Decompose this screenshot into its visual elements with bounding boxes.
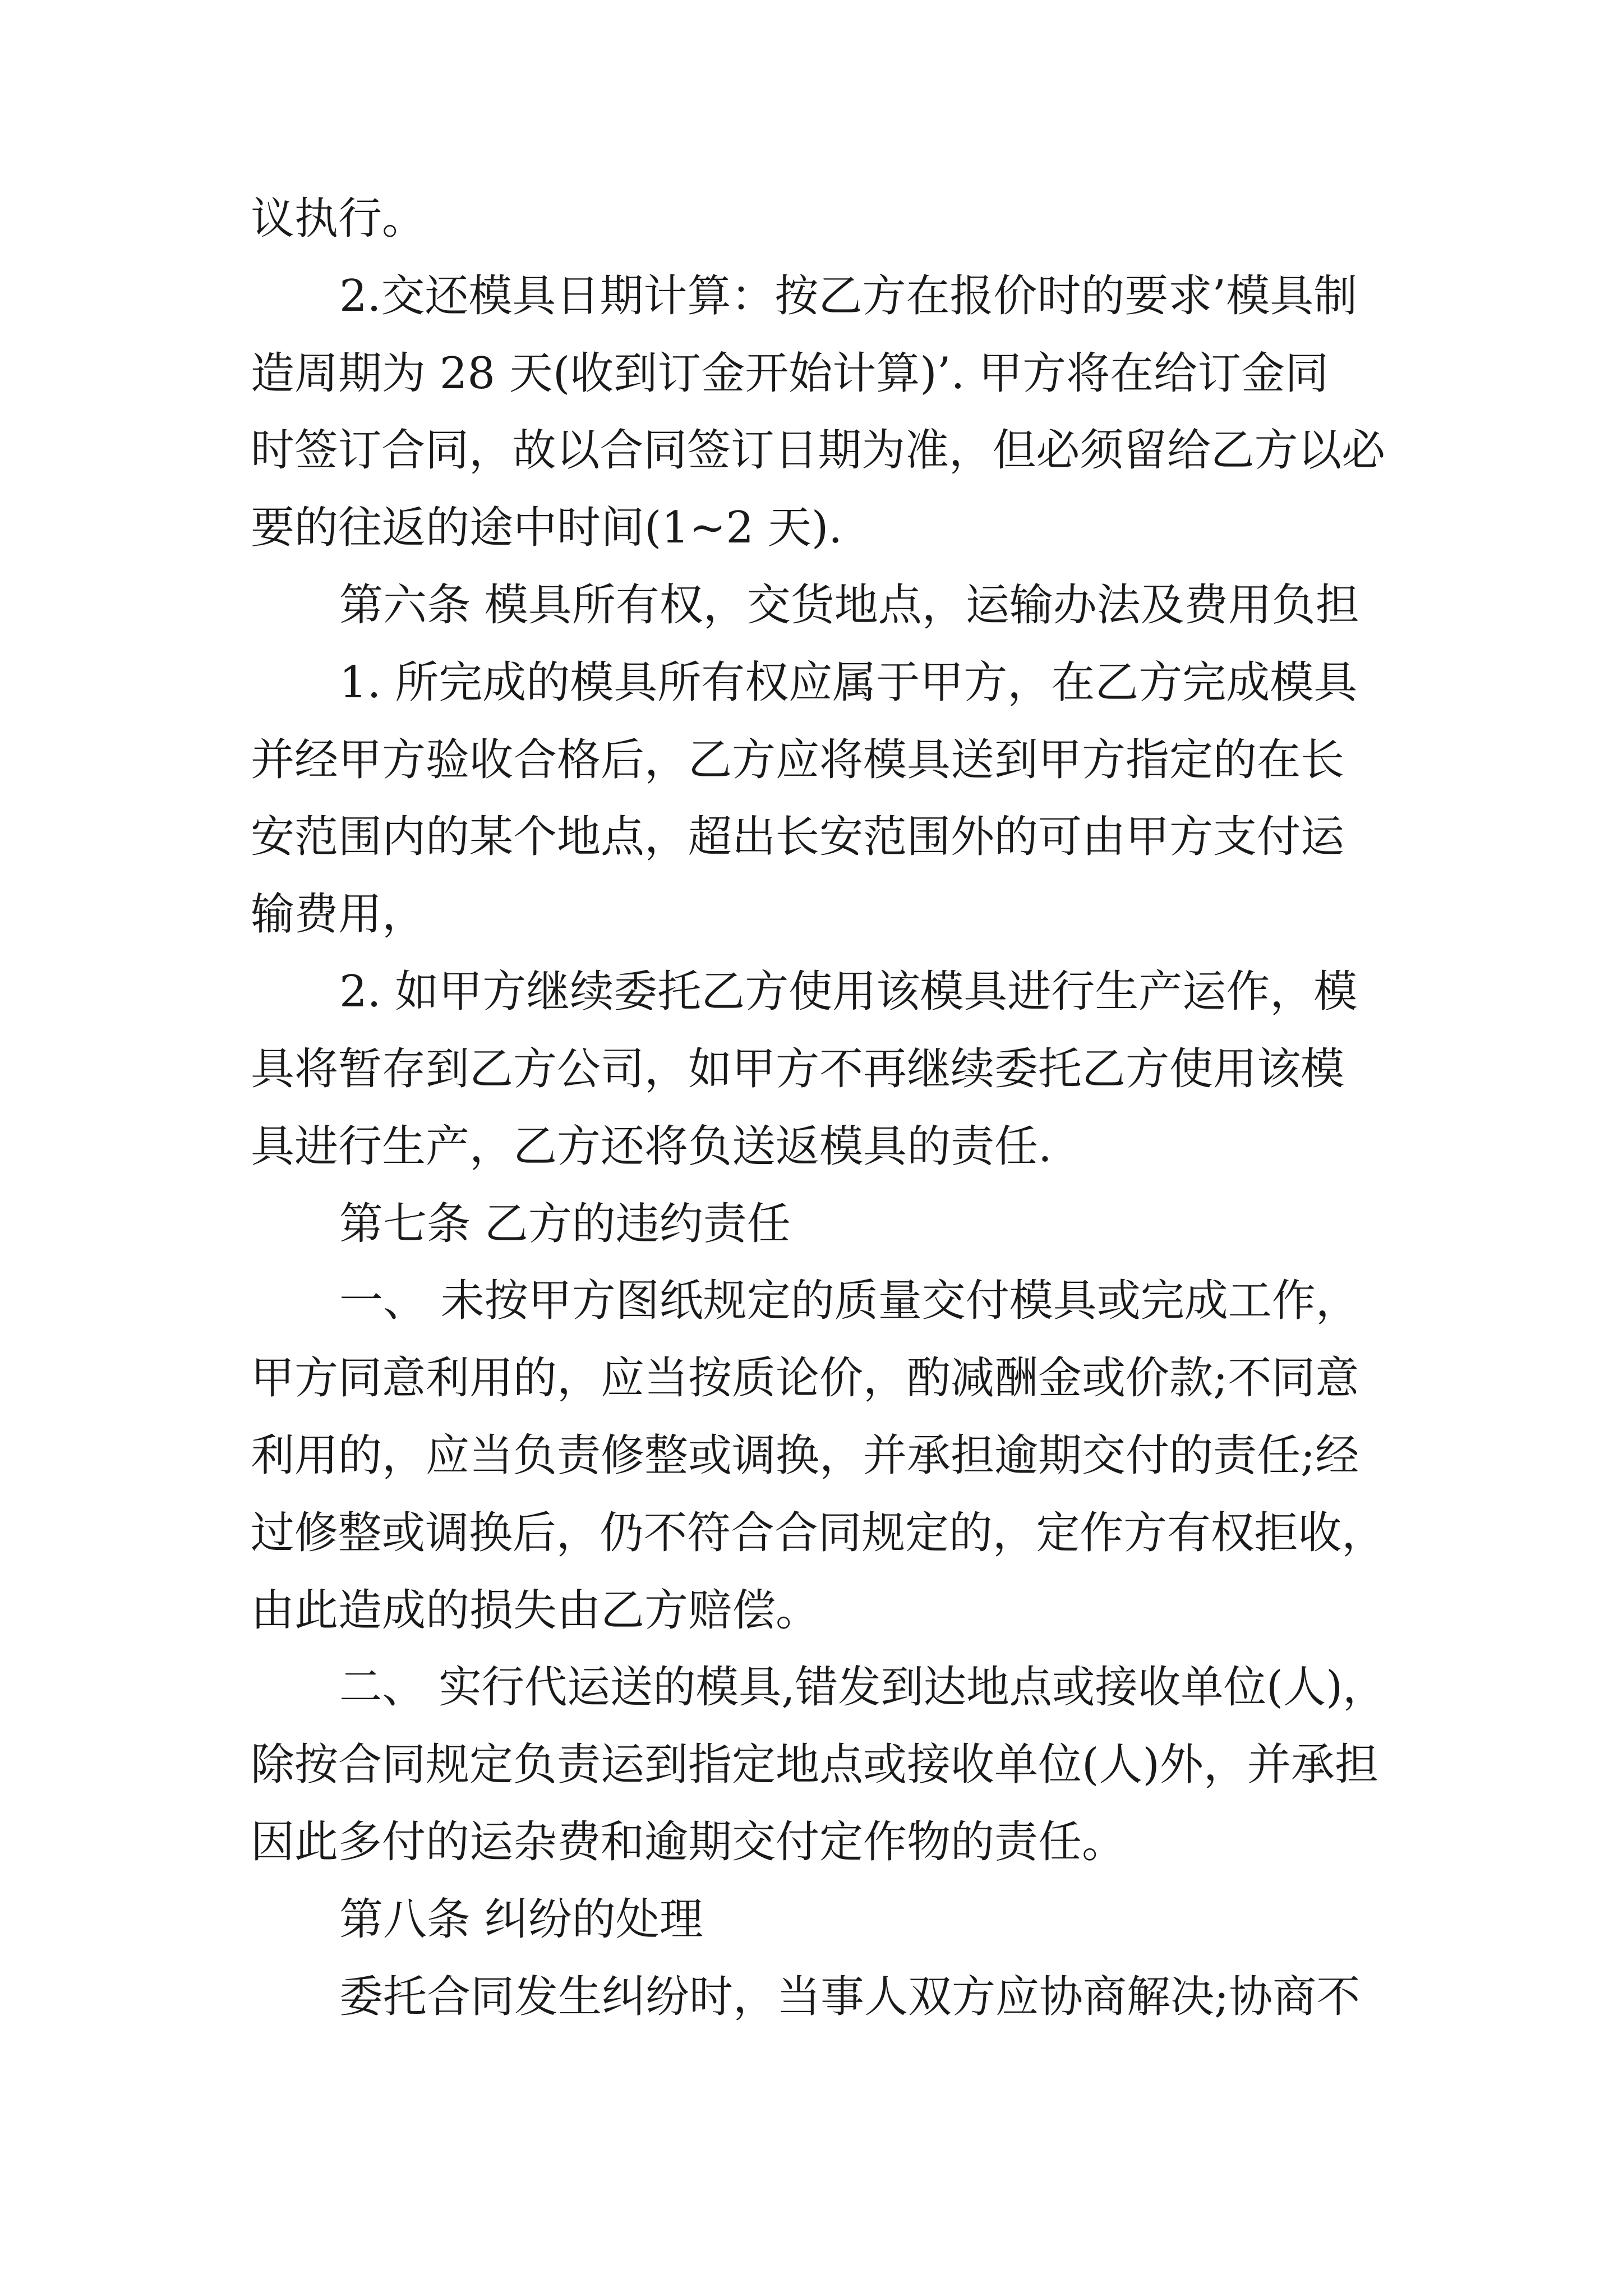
text-line: 2.交还模具日期计算：按乙方在报价时的要求’模具制 — [339, 271, 1358, 321]
text-line: 利用的，应当负责修整或调换，并承担逾期交付的责任;经 — [251, 1430, 1359, 1481]
section-heading: 第七条 乙方的违约责任 — [339, 1199, 791, 1249]
section-heading: 第六条 模具所有权，交货地点，运输办法及费用负担 — [339, 580, 1359, 631]
text-line: 2. 如甲方继续委托乙方使用该模具进行生产运作，模 — [339, 967, 1358, 1017]
text-line: 因此多付的运杂费和逾期交付定作物的责任。 — [251, 1817, 1126, 1867]
text-line: 过修整或调换后，仍不符合合同规定的，定作方有权拒收， — [251, 1508, 1386, 1558]
text-line: 二、 实行代运送的模具,错发到达地点或接收单位(人)， — [339, 1662, 1386, 1713]
text-line: 1. 所完成的模具所有权应属于甲方，在乙方完成模具 — [339, 657, 1358, 708]
text-line: 安范围内的某个地点，超出长安范围外的可由甲方支付运 — [251, 812, 1345, 862]
text-line: 委托合同发生纠纷时，当事人双方应协商解决;协商不 — [339, 1972, 1361, 2022]
text-line: 一、 未按甲方图纸规定的质量交付模具或完成工作， — [339, 1276, 1359, 1326]
text-line: 造周期为 28 天(收到订金开始计算)’. 甲方将在给订金同 — [251, 348, 1329, 399]
text-line: 甲方同意利用的，应当按质论价，酌减酬金或价款;不同意 — [251, 1353, 1359, 1404]
text-line: 具进行生产，乙方还将负送返模具的责任. — [251, 1121, 1052, 1172]
text-line: 输费用， — [251, 889, 426, 940]
text-line: 具将暂存到乙方公司，如甲方不再继续委托乙方使用该模 — [251, 1044, 1345, 1094]
text-line: 由此造成的损失由乙方赔偿。 — [251, 1585, 820, 1636]
text-line: 议执行。 — [251, 194, 426, 244]
text-line: 时签订合同，故以合同签订日期为准，但必须留给乙方以必 — [251, 425, 1386, 476]
section-heading: 第八条 纠纷的处理 — [339, 1894, 703, 1945]
text-line: 并经甲方验收合格后，乙方应将模具送到甲方指定的在长 — [251, 735, 1345, 785]
text-line: 要的往返的途中时间(1~2 天). — [251, 503, 843, 553]
text-line: 除按合同规定负责运到指定地点或接收单位(人)外，并承担 — [251, 1740, 1378, 1790]
